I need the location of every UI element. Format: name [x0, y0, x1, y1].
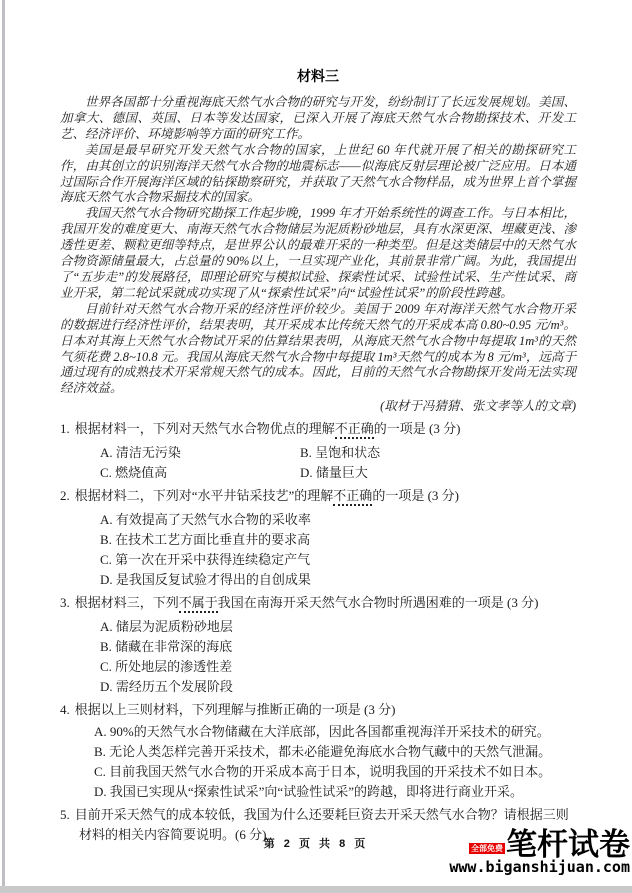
question-3-option-d: D. 需经历五个发展阶段 — [100, 679, 233, 695]
question-2-number: 2. — [60, 488, 70, 504]
question-4-number: 4. — [60, 702, 70, 718]
question-1-text: 根据材料一，下列对天然气水合物优点的理解 — [74, 421, 335, 437]
question-4-option-d: D. 我国已实现从“探索性试采”向“试验性试采”的跨越，即将进行商业开采。 — [94, 784, 523, 800]
material-paragraph-4: 目前针对天然气水合物开采的经济性评价较少。美国于 2009 年对海洋天然气水合物开采的数据进行经济性评价，结果表明，其开采成本比传统天然气的开采成本高 0.80~0.95 元/m³。日本对其海上天然气水合物试开采的估算结果表明，从海底天然气水合物中每提取 1m³的天然气须花费 2.8~10.8 元。我国从海底天然气水合物中每提取 1m³天然气的成本为 8 元/m³，远高于通过现有的成熟技术开采常规天然气的成本。因此，目前的天然气水合物勘探开发尚无法实现经济效益。 — [60, 301, 576, 396]
question-3-option-b: B. 储藏在非常深的海底 — [100, 639, 233, 655]
watermark-brand-row — [449, 826, 630, 862]
question-2-text-end: 的一项是 (3 分) — [372, 488, 459, 504]
question-2 — [60, 486, 576, 590]
question-3-text: 根据材料三，下列 — [74, 595, 179, 611]
question-2-text: 根据材料二，下列对“水平井钻采技艺”的理解 — [74, 488, 334, 504]
question-2-options — [100, 510, 576, 590]
watermark-url: www.biganshijuan.com — [449, 858, 630, 876]
question-3 — [60, 593, 576, 697]
question-2-option-d: D. 是我国反复试验才得出的自创成果 — [100, 572, 311, 588]
question-3-option-a: A. 储层为泥质粉砂地层 — [100, 619, 233, 635]
watermark-logo — [449, 826, 630, 876]
material-title: 材料三 — [297, 70, 339, 85]
question-3-options — [100, 617, 576, 697]
question-1-option-a: A. 清洁无污染 — [100, 445, 181, 461]
question-3-text-end: 我国在南海开采天然气水合物时所遇困难的一项是 (3 分) — [217, 595, 539, 611]
question-4-option-a: A. 90%的天然气水合物储藏在大洋底部，因此各国都重视海洋开采技术的研究。 — [94, 724, 550, 740]
question-1-number: 1. — [60, 421, 70, 437]
page-content — [60, 66, 576, 845]
question-1 — [60, 419, 576, 483]
question-2-option-b: B. 在技术工艺方面比垂直井的要求高 — [100, 532, 311, 548]
scan-left-border — [2, 0, 5, 893]
question-1-option-c: C. 燃烧值高 — [100, 465, 168, 481]
source-attribution: (取材于冯猜猜、张文孝等人的文章) — [380, 399, 576, 414]
question-1-text-end: 的一项是 (3 分) — [373, 421, 461, 437]
question-5-number: 5. — [60, 807, 70, 823]
question-4-stem — [60, 700, 576, 720]
question-1-option-b: B. 呈饱和状态 — [300, 445, 381, 461]
question-4-text: 根据以上三则材料，下列理解与推断正确的一项是 (3 分) — [74, 702, 396, 718]
question-2-stem — [60, 486, 576, 506]
question-4-options — [94, 722, 576, 802]
question-3-option-c: C. 所处地层的渗透性差 — [100, 659, 233, 675]
material-paragraph-2: 美国是最早研究开发天然气水合物的国家，上世纪 60 年代就开展了相关的勘探研究工作，由其创立的识别海洋天然气水合物的地震标志——似海底反射层理论被广泛应用。日本通过国际合作开展海洋区域的钻探勘察研究，并获取了天然气水合物样品，成为世界上首个掌握海底天然气水合物采掘技术的国家。 — [60, 142, 576, 205]
question-3-emphasis: 不属于 — [179, 595, 218, 613]
scan-bottom-border — [0, 886, 632, 893]
question-2-option-c: C. 第一次在开采中获得连续稳定产气 — [100, 552, 311, 568]
material-paragraph-3: 我国天然气水合物研究勘探工作起步晚，1999 年才开始系统性的调查工作。与日本相比，我国开发的难度更大、南海天然气水合物储层为泥质粉砂地层，具有水深更深、埋藏更浅、渗透性更差、颗粒更细等特点，是世界公认的最难开采的一种类型。但是这类储层中的天然气水合物资源储量最大，占总量的 90%以上，一旦实现产业化，其前景非常广阔。为此，我国提出了“五步走”的发展路径，即理论研究与模拟试验、探索性试采、试验性试采、生产性试采、商业开采，第二轮试采就成功实现了从“探索性试采”向“试验性试采”的阶段性跨越。 — [60, 206, 576, 300]
question-2-emphasis: 不正确 — [333, 488, 372, 506]
question-1-stem — [60, 419, 576, 439]
page-number: 第 2 页 共 8 页 — [263, 838, 369, 850]
watermark-brand-text: 笔杆试卷 — [506, 826, 630, 862]
question-3-stem — [60, 593, 576, 613]
question-4-option-c: C. 目前我国天然气水合物的开采成本高于日本，说明我国的开采技术不如日本。 — [94, 764, 552, 780]
free-badge: 全部免费 — [471, 844, 503, 853]
question-5-text: 目前开采天然气的成本较低，我国为什么还要耗巨资去开采天然气水合物？请根据三则材料的相关内容简要说明。(6 分) — [74, 807, 569, 843]
question-1-option-d: D. 储量巨大 — [300, 465, 368, 481]
question-3-number: 3. — [60, 595, 70, 611]
question-2-option-a: A. 有效提高了天然气水合物的采收率 — [100, 512, 311, 528]
question-4 — [60, 700, 576, 802]
question-4-option-b: B. 无论人类怎样完善开采技术，都未必能避免海底水合物气藏中的天然气泄漏。 — [94, 744, 552, 760]
question-1-emphasis: 不正确 — [335, 421, 374, 439]
material-paragraph-1: 世界各国都十分重视海底天然气水合物的研究与开发，纷纷制订了长远发展规划。美国、加拿大、德国、英国、日本等发达国家，已深入开展了海底天然气水合物勘探技术、开发工艺、经济评价、环境影响等方面的研究工作。 — [60, 95, 576, 141]
question-1-options — [100, 443, 576, 483]
